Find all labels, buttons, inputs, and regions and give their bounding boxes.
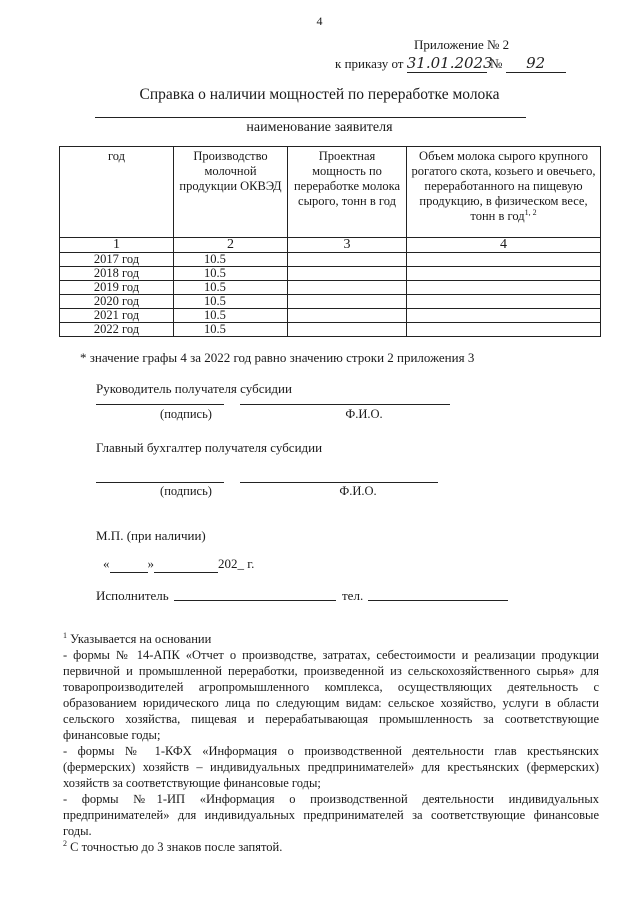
date-year-suffix: г.: [247, 556, 255, 571]
column-number: 4: [407, 238, 601, 253]
row-capacity-value: [288, 323, 407, 337]
date-year: 202_: [218, 556, 244, 571]
head-signature-caption: (подпись): [160, 407, 212, 421]
order-prefix: к приказу от: [335, 56, 404, 71]
footnote-1-mark: 1: [63, 630, 67, 640]
row-volume-value: [407, 295, 601, 309]
row-year: 2019 год: [60, 281, 174, 295]
accountant-signature-caption: (подпись): [160, 484, 212, 498]
footnote-1-intro: [63, 631, 599, 647]
table-row: [60, 309, 601, 323]
row-production-value: 10.5: [174, 323, 288, 337]
row-year: 2022 год: [60, 323, 174, 337]
page-number: 4: [316, 14, 323, 28]
applicant-name-caption: наименование заявителя: [246, 120, 393, 135]
row-capacity-value: [288, 309, 407, 323]
column-numbers-row: [60, 238, 601, 253]
executor-label: Исполнитель: [96, 588, 169, 603]
order-date: 31.01.2023: [406, 54, 493, 72]
table-row: [60, 323, 601, 337]
date-month-blank: [154, 556, 218, 573]
accountant-signature-line: [96, 482, 224, 483]
row-year: 2020 год: [60, 295, 174, 309]
header-capacity: Проектная мощность по переработке молока сырого, тонн в год: [288, 147, 407, 238]
capacity-table: [59, 146, 601, 337]
head-name-line: [240, 404, 450, 405]
head-name-caption: Ф.И.О.: [345, 407, 383, 421]
header-volume: [407, 147, 601, 238]
row-production-value: 10.5: [174, 309, 288, 323]
head-signature-line: [96, 404, 224, 405]
header-production: Производство молочной продукции ОКВЭД: [174, 147, 288, 238]
header-volume-footnote-mark: 1, 2: [524, 207, 537, 217]
table-note: * значение графы 4 за 2022 год равно значению строки 2 приложения 3: [80, 350, 475, 365]
table-row: [60, 295, 601, 309]
table-row: [60, 267, 601, 281]
footnote-2-mark: 2: [63, 838, 67, 848]
applicant-name-line: [95, 117, 526, 118]
accountant-label: Главный бухгалтер получателя субсидии: [96, 440, 323, 455]
date-open-quote: «: [103, 556, 110, 571]
header-year: год: [60, 147, 174, 238]
phone-line: [368, 600, 508, 601]
column-number: 2: [174, 238, 288, 253]
footnote-2-text: С точностью до 3 знаков после запятой.: [70, 840, 283, 854]
header-volume-text: Объем молока сырого крупного рогатого скота, козьего и овечьего, переработанного на пищевую продукцию, в физическом весе, тонн в год: [411, 149, 596, 223]
order-reference: [335, 54, 566, 73]
accountant-name-line: [240, 482, 438, 483]
table-header-row: [60, 147, 601, 238]
table-row: [60, 253, 601, 267]
row-capacity-value: [288, 295, 407, 309]
phone-label: тел.: [342, 588, 364, 603]
footnotes: [63, 631, 599, 855]
document-title: Справка о наличии мощностей по переработке молока: [139, 86, 500, 103]
row-year: 2017 год: [60, 253, 174, 267]
order-number: 92: [506, 54, 566, 73]
row-capacity-value: [288, 253, 407, 267]
stamp-label: М.П. (при наличии): [96, 528, 206, 543]
row-production-value: 10.5: [174, 253, 288, 267]
row-year: 2021 год: [60, 309, 174, 323]
date-day-blank: [110, 556, 148, 573]
row-production-value: 10.5: [174, 295, 288, 309]
date-close-quote: »: [147, 556, 154, 571]
row-production-value: 10.5: [174, 281, 288, 295]
row-capacity-value: [288, 281, 407, 295]
footnote-1-intro-text: Указывается на основании: [70, 632, 212, 646]
row-volume-value: [407, 267, 601, 281]
footnote-2: [63, 839, 599, 855]
footnote-1-item-14apk: - формы № 14-АПК «Отчет о производстве, затратах, себестоимости и реализации продукции первичной и промышленной переработки, произведенной из сельскохозяйственного сырья» для товаропроизводителей агропромышленного комплекса, осуществляющих деятельность с образованием юридического лица по следующим видам: сельское хозяйство, услуги в области сельского хозяйства, пищевая и перерабатывающая промышленность за соответствующие финансовые годы;: [63, 648, 599, 742]
row-volume-value: [407, 323, 601, 337]
head-label: Руководитель получателя субсидии: [96, 381, 292, 396]
order-number-label: №: [490, 56, 503, 71]
executor-line: [174, 600, 336, 601]
row-year: 2018 год: [60, 267, 174, 281]
footnote-1-item-1kfh: - формы № 1-КФХ «Информация о производственной деятельности глав крестьянских (фермерских) хозяйств – индивидуальных предпринимателей» для крестьянских (фермерских) хозяйств за соответствующие финансовые годы;: [63, 744, 599, 790]
date-line: [103, 556, 254, 573]
column-number: 3: [288, 238, 407, 253]
footnote-1-item-1ip: - формы №1-ИП «Информация о производственной деятельности индивидуальных предпринимателей» для индивидуальных предпринимателей за соответствующие финансовые годы.: [63, 792, 599, 838]
row-capacity-value: [288, 267, 407, 281]
row-volume-value: [407, 309, 601, 323]
row-volume-value: [407, 281, 601, 295]
column-number: 1: [60, 238, 174, 253]
row-volume-value: [407, 253, 601, 267]
row-production-value: 10.5: [174, 267, 288, 281]
table-row: [60, 281, 601, 295]
accountant-name-caption: Ф.И.О.: [339, 484, 377, 498]
appendix-label: Приложение № 2: [414, 37, 510, 52]
